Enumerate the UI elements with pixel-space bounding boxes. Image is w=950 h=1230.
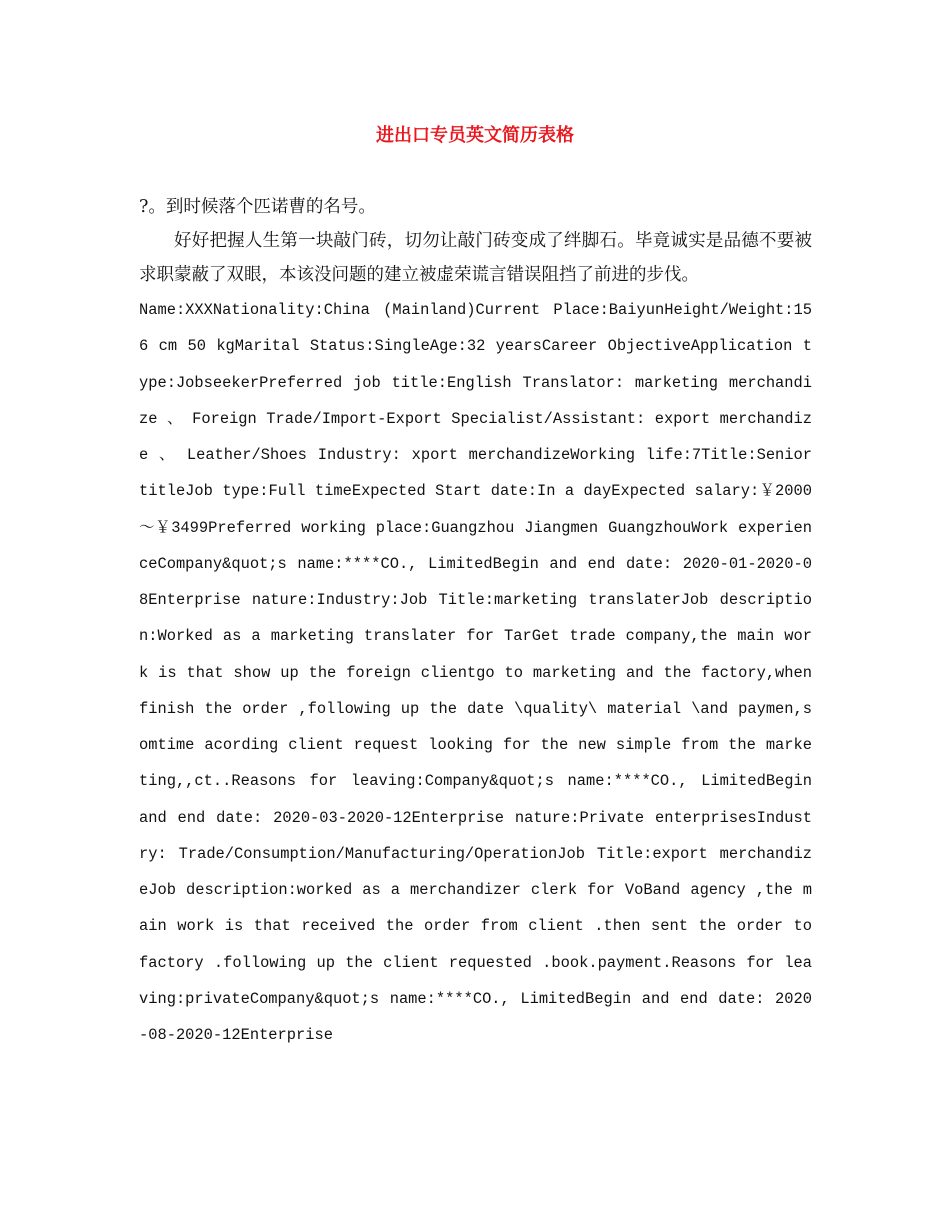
- resume-text: Name:XXXNationality:China (Mainland)Current Place:BaiyunHeight/Weight:156 cm 50 kgMarital Status:SingleAge:32 yearsCareer ObjectiveApplication type:JobseekerPreferred job title:English Translator: marketing merchandize 、 Foreign Trade/Import-Export Specialist/Assistant: export merchandize 、 Leather/Shoes Industry: xport merchandizeWorking life:7Title:Senior titleJob type:Full timeExpected Start date:In a dayExpected salary:￥2000～￥3499Preferred working place:Guangzhou Jiangmen GuangzhouWork experienceCompany&quot;s name:****CO., LimitedBegin and end date: 2020-01-2020-08Enterprise nature:Industry:Job Title:marketing translaterJob description:Worked as a marketing translater for TarGet trade company,the main work is that show up the foreign clientgo to marketing and the factory,when finish the order ,following up the date \quality\ material \and paymen,somtime acording client request looking for the new simple from the marketing,,ct..Reasons for leaving:Company&quot;s name:****CO., LimitedBegin and end date: 2020-03-2020-12Enterprise nature:Private enterprisesIndustry: Trade/Consumption/Manufacturing/OperationJob Title:export merchandizeJob description:worked as a merchandizer clerk for VoBand agency ,the main work is that received the order from client .then sent the order to factory .following up the client requested .book.payment.Reasons for leaving:privateCompany&quot;s name:****CO., LimitedBegin and end date: 2020-08-2020-12Enterprise: [139, 301, 812, 1044]
- advice-paragraph: 好好把握人生第一块敲门砖，切勿让敲门砖变成了绊脚石。毕竟诚实是品德不要被求职蒙蔽了双眼，本该没问题的建立被虚荣谎言错误阻挡了前进的步伐。: [139, 231, 812, 285]
- document-title: 进出口专员英文简历表格: [376, 125, 574, 146]
- intro-line: ?。到时候落个匹诺曹的名号。: [139, 197, 376, 217]
- document-body: [139, 190, 812, 1053]
